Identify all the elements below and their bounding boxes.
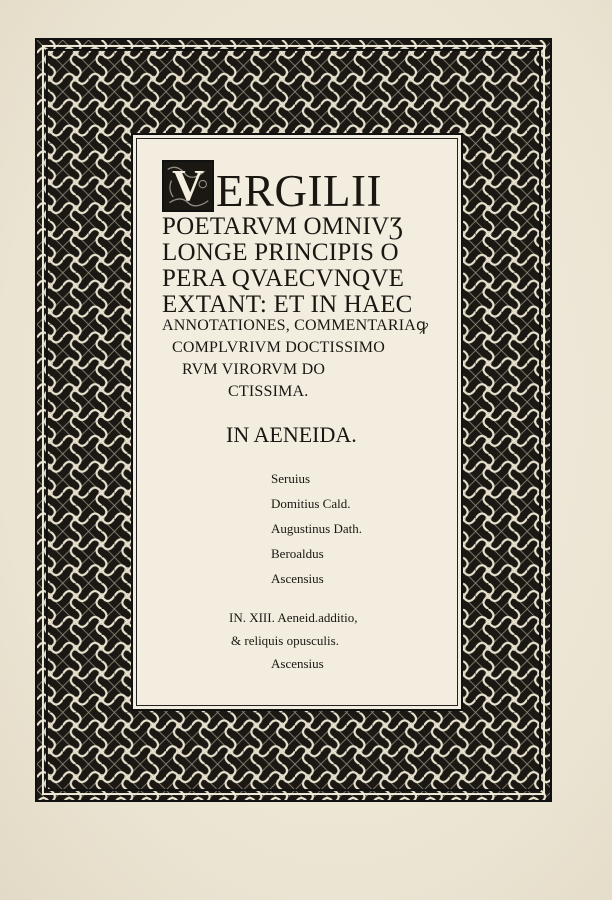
title-line-5: EXTANT: ET IN HAEC — [162, 291, 413, 318]
commentator-name: Beroaldus — [271, 546, 324, 561]
addition-line-1: IN. XIII. Aeneid.additio, — [229, 610, 358, 625]
subtitle: IN AENEIDA. — [226, 422, 357, 447]
addition-signature: Ascensius — [271, 656, 324, 671]
title-line-3: LONGE PRINCIPIS O — [162, 239, 399, 266]
title-line-4: PERA QVAECVNQVE — [162, 265, 405, 292]
addition-line-2: & reliquis opusculis. — [231, 633, 339, 648]
title-line-9: CTISSIMA. — [228, 383, 309, 400]
title-line-7: COMPLVRIVM DOCTISSIMO — [172, 339, 385, 356]
commentator-name: Seruius — [271, 471, 310, 486]
decorated-initial — [162, 160, 214, 212]
initial-letter: V — [172, 161, 204, 210]
commentator-list — [271, 472, 362, 597]
commentator-name: Augustinus Dath. — [271, 521, 362, 536]
title-line-6: ANNOTATIONES, COMMENTARIAꝙ — [162, 317, 429, 334]
title-line-2: POETARVM OMNIVƷ — [162, 213, 403, 240]
commentator-name: Ascensius — [271, 571, 324, 586]
title-block — [138, 140, 456, 704]
title-first-line — [162, 152, 382, 216]
commentator-name: Domitius Cald. — [271, 496, 351, 511]
title-line-1: ERGILII — [216, 166, 382, 216]
title-line-8: RVM VIRORVM DO — [182, 361, 326, 378]
